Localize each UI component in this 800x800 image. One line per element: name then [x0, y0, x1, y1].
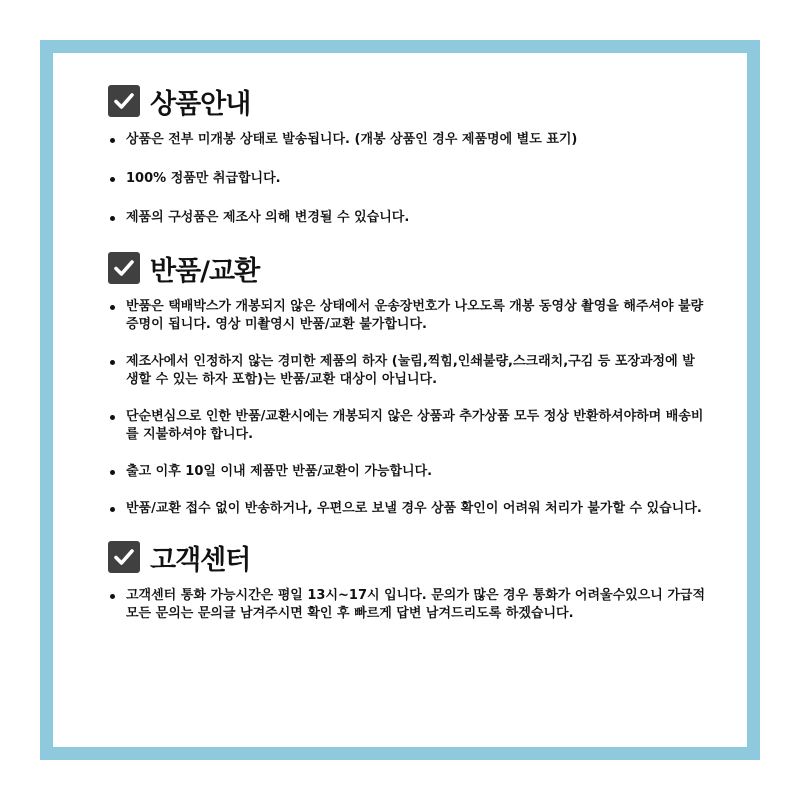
- checkmark-icon: [108, 252, 140, 284]
- notice-frame: [40, 40, 760, 760]
- item-list: [108, 298, 707, 518]
- item-list: [108, 131, 707, 227]
- section-header: [108, 248, 707, 288]
- checkmark-icon: [108, 541, 140, 573]
- checkmark-icon: [108, 85, 140, 117]
- list-item: 100% 정품만 취급합니다.: [108, 170, 707, 188]
- list-item: 반품/교환 접수 없이 반송하거나, 우편으로 보낼 경우 상품 확인이 어려워 처리가 불가할 수 있습니다.: [108, 500, 707, 518]
- section-customer-center: [108, 537, 707, 623]
- section-return-exchange: [108, 248, 707, 518]
- list-item: 제조사에서 인정하지 않는 경미한 제품의 하자 (눌림,찍힘,인쇄불량,스크래치,구김 등 포장과정에 발생할 수 있는 하자 포함)는 반품/교환 대상이 아닙니다.: [108, 353, 707, 389]
- list-item: 반품은 택배박스가 개봉되지 않은 상태에서 운송장번호가 나오도록 개봉 동영상 촬영을 해주셔야 불량 증명이 됩니다. 영상 미촬영시 반품/교환 불가합니다.: [108, 298, 707, 334]
- notice-panel: [53, 53, 747, 747]
- list-item: 상품은 전부 미개봉 상태로 발송됩니다. (개봉 상품인 경우 제품명에 별도 표기): [108, 131, 707, 149]
- list-item: 제품의 구성품은 제조사 의해 변경될 수 있습니다.: [108, 209, 707, 227]
- section-title: 반품/교환: [150, 255, 260, 287]
- section-title: 고객센터: [150, 544, 251, 576]
- list-item: 단순변심으로 인한 반품/교환시에는 개봉되지 않은 상품과 추가상품 모두 정상 반환하셔야하며 배송비를 지불하셔야 합니다.: [108, 408, 707, 444]
- section-header: [108, 81, 707, 121]
- list-item: 출고 이후 10일 이내 제품만 반품/교환이 가능합니다.: [108, 463, 707, 481]
- list-item: 고객센터 통화 가능시간은 평일 13시~17시 입니다. 문의가 많은 경우 통화가 어려울수있으니 가급적 모든 문의는 문의글 남겨주시면 확인 후 빠르게 답변 남겨드리도록 하겠습니다.: [108, 587, 707, 623]
- section-product-info: [108, 81, 707, 227]
- section-header: [108, 537, 707, 577]
- section-title: 상품안내: [150, 88, 251, 120]
- item-list: [108, 587, 707, 623]
